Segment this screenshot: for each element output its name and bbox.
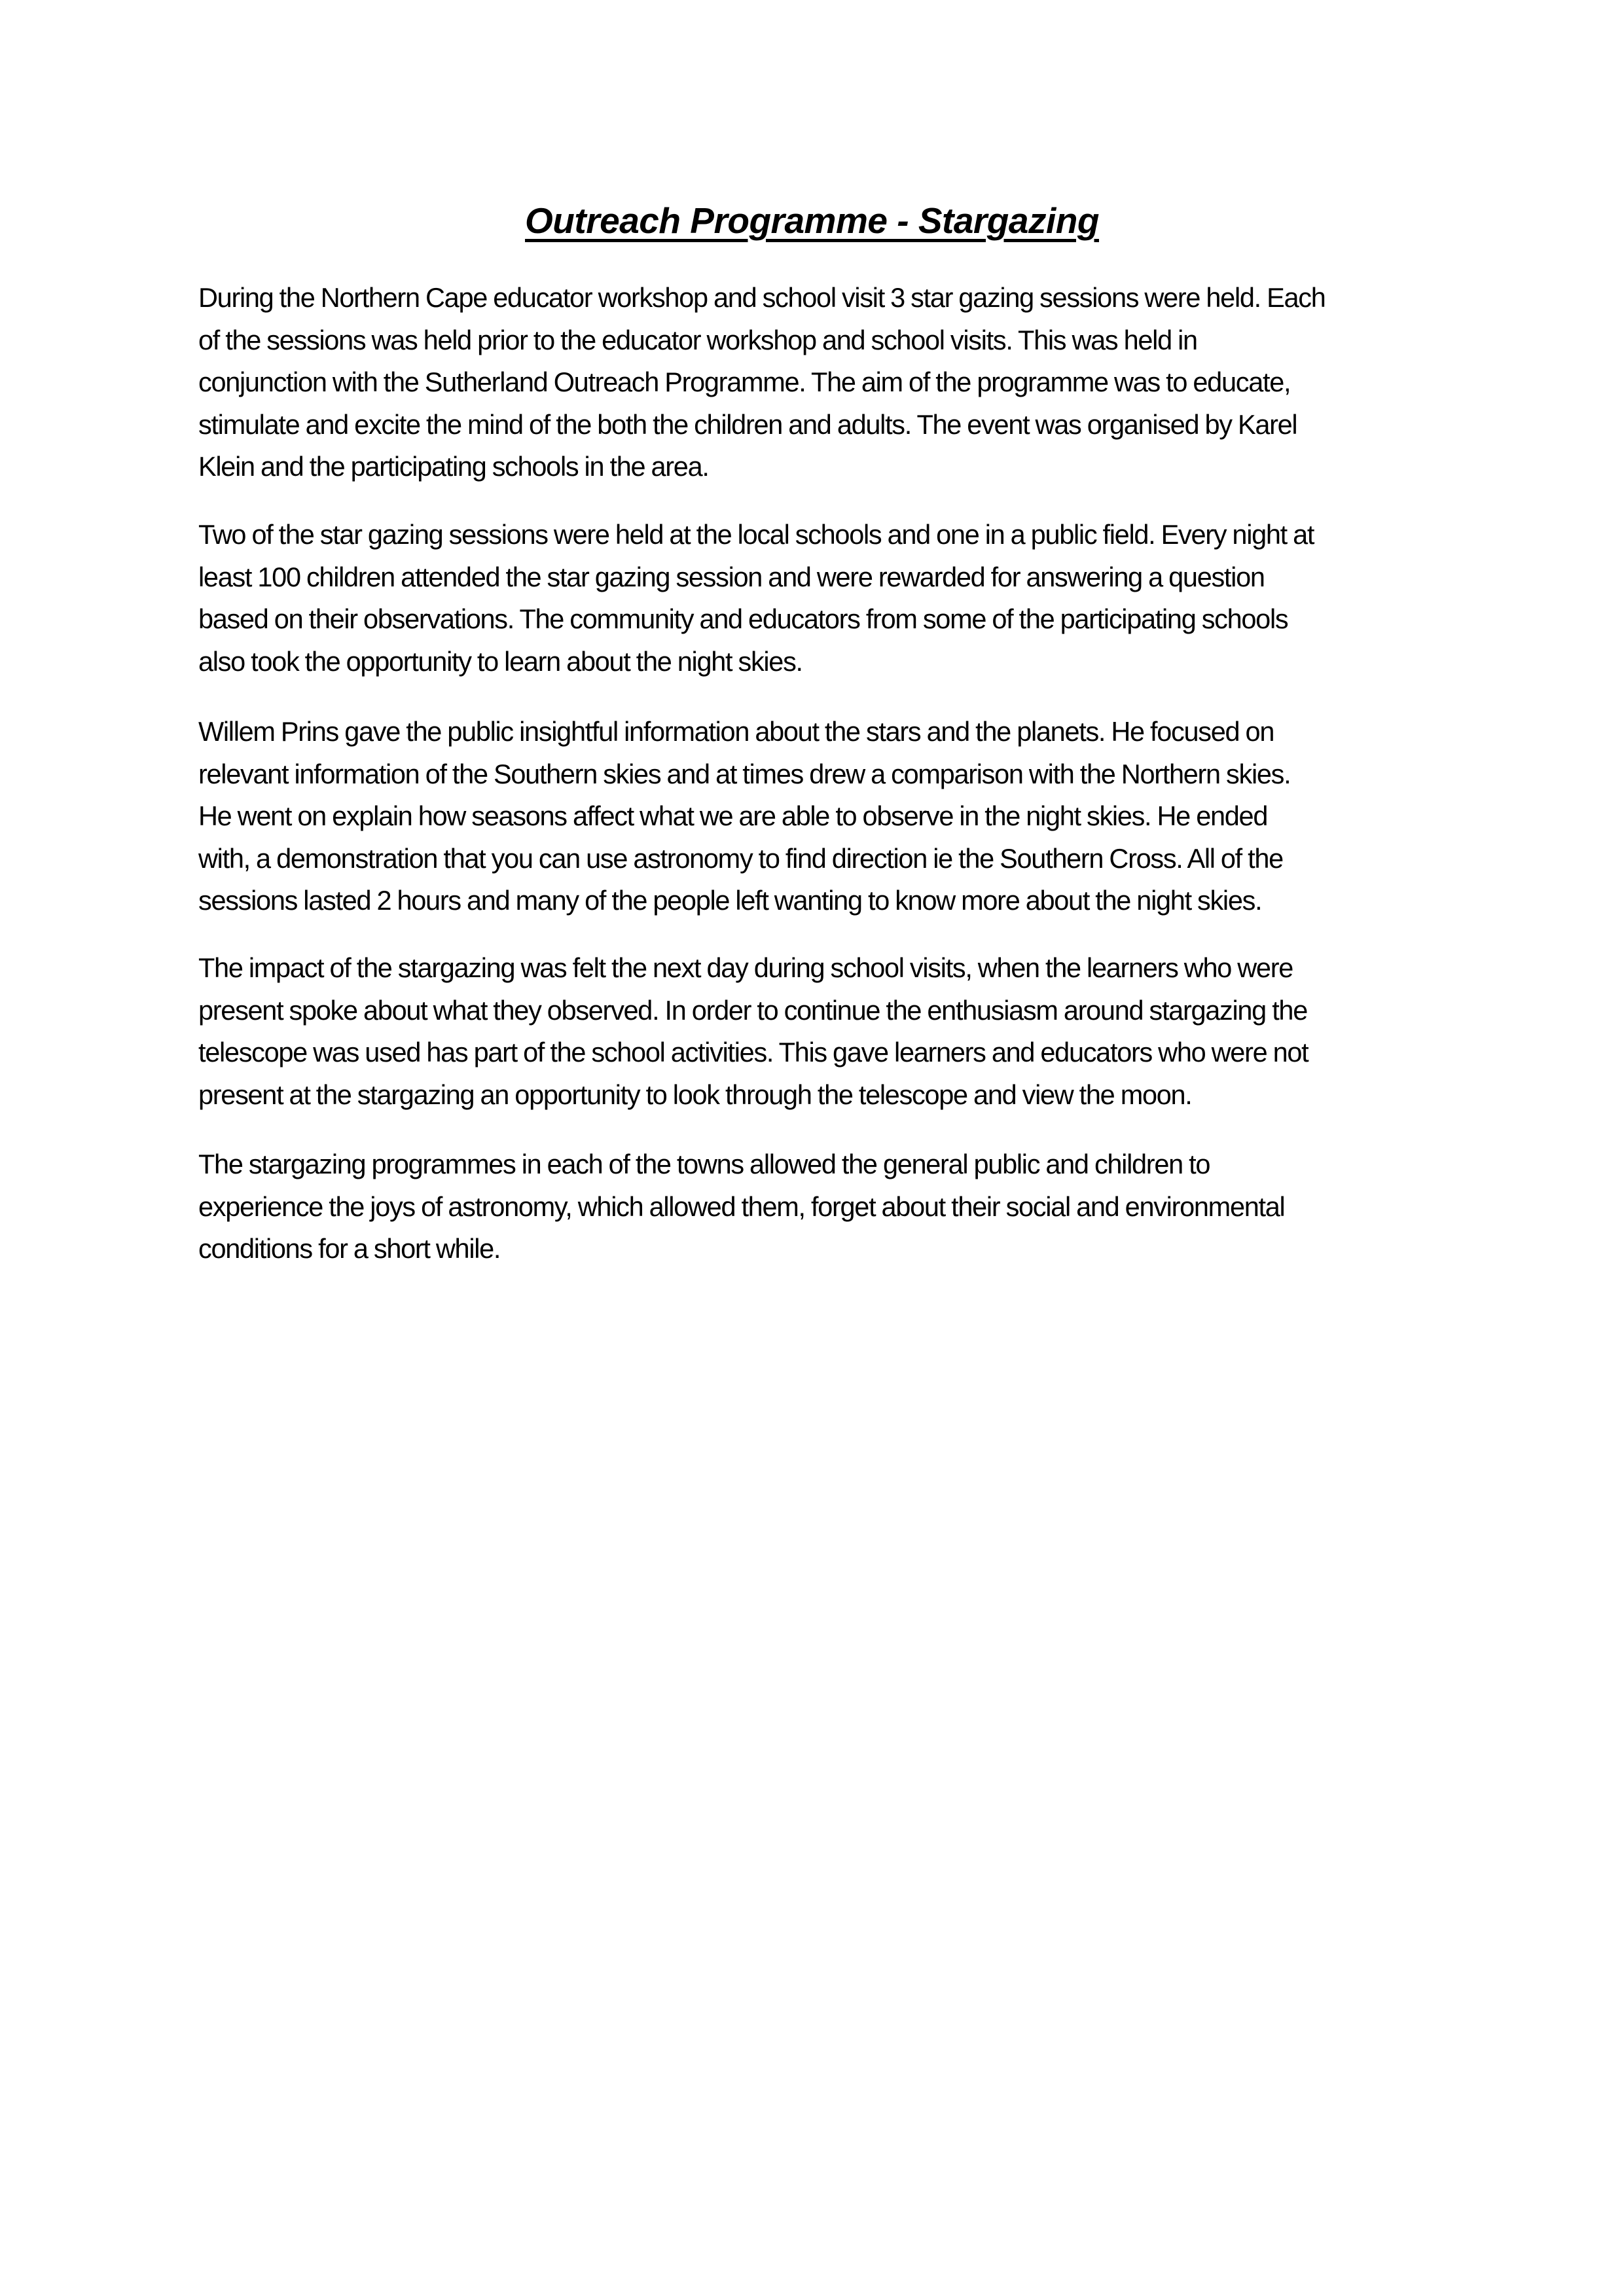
text-line: present at the stargazing an opportunity to look through the telescope and view the moon. [198, 1079, 1192, 1110]
text-line: conditions for a short while. [198, 1233, 501, 1264]
paragraph-2 [198, 514, 1442, 683]
text-line: telescope was used has part of the school activities. This gave learners and educators who were not [198, 1037, 1308, 1067]
paragraph-1 [198, 277, 1442, 488]
document-title: Outreach Programme - Stargazing [525, 200, 1099, 241]
text-line: present spoke about what they observed. In order to continue the enthusiasm around stargazing the [198, 994, 1307, 1026]
text-line: experience the joys of astronomy, which allowed them, forget about their social and environmental [198, 1191, 1285, 1222]
text-line: based on their observations. The community and educators from some of the participating schools [198, 603, 1288, 634]
text-line: sessions lasted 2 hours and many of the people left wanting to know more about the night skies. [198, 885, 1262, 916]
paragraph-3 [198, 711, 1442, 922]
text-line: During the Northern Cape educator workshop and school visit 3 star gazing sessions were held. Each [198, 282, 1326, 313]
paragraph-5 [198, 1143, 1442, 1270]
paragraph-4 [198, 947, 1442, 1116]
text-line: relevant information of the Southern skies and at times drew a comparison with the Northern skies. [198, 758, 1291, 789]
text-line: Willem Prins gave the public insightful information about the stars and the planets. He focused on [198, 716, 1274, 747]
text-line: least 100 children attended the star gazing session and were rewarded for answering a question [198, 561, 1265, 592]
text-line: The impact of the stargazing was felt the next day during school visits, when the learners who were [198, 952, 1293, 983]
text-line: Two of the star gazing sessions were held at the local schools and one in a public field. Every night at [198, 519, 1314, 550]
text-line: conjunction with the Sutherland Outreach Programme. The aim of the programme was to educate, [198, 367, 1291, 397]
text-line: Klein and the participating schools in the area. [198, 451, 709, 482]
text-line: also took the opportunity to learn about the night skies. [198, 645, 803, 677]
text-line: stimulate and excite the mind of the both the children and adults. The event was organised by Karel [198, 408, 1297, 440]
text-line: with, a demonstration that you can use astronomy to find direction ie the Southern Cross. All of the [198, 842, 1283, 874]
text-line: He went on explain how seasons affect what we are able to observe in the night skies. He ended [198, 800, 1268, 831]
text-line: The stargazing programmes in each of the towns allowed the general public and children to [198, 1149, 1210, 1179]
text-line: of the sessions was held prior to the educator workshop and school visits. This was held in [198, 324, 1197, 355]
